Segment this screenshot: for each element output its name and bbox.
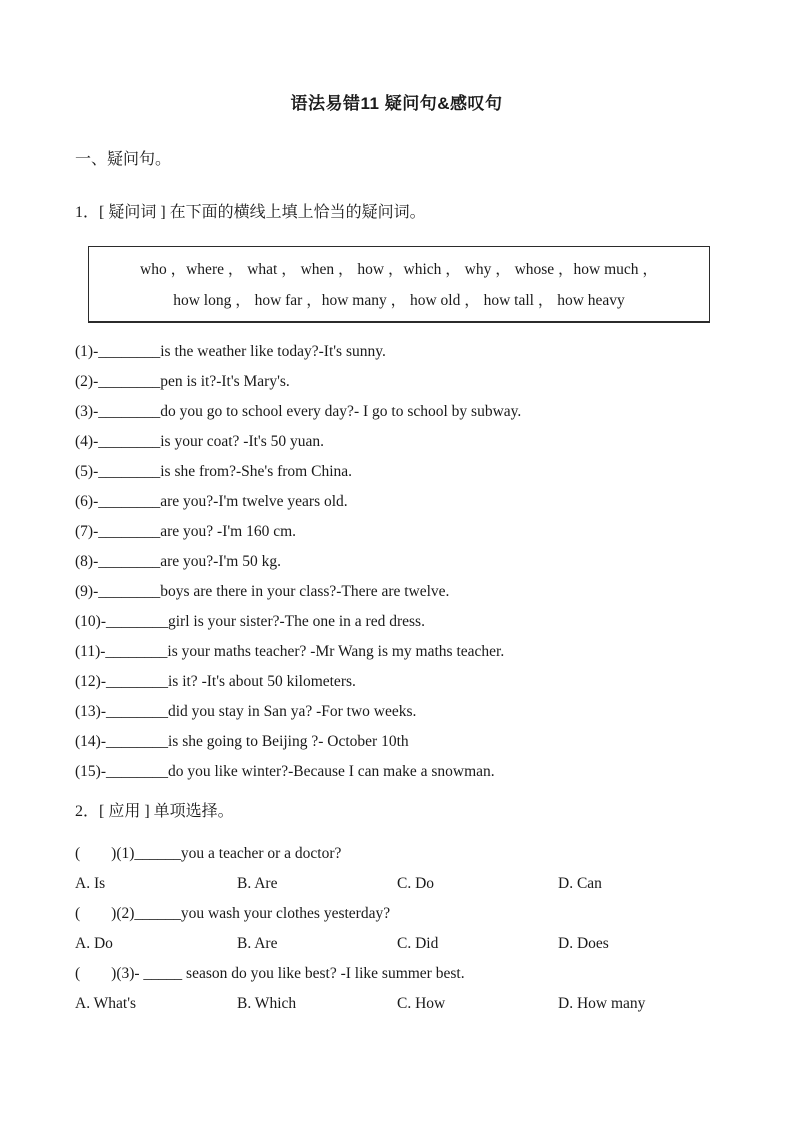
option-b: B. Which (237, 995, 297, 1012)
fill-in-item-3: (3)-________do you go to school every day?- I go to school by subway. (75, 403, 522, 420)
fill-in-item-12: (12)-________is it? -It's about 50 kilometers. (75, 673, 356, 690)
fill-in-item-6: (6)-________are you?-I'm twelve years old. (75, 493, 348, 510)
fill-in-item-7: (7)-________are you? -I'm 160 cm. (75, 523, 297, 540)
fill-in-item-9: (9)-________boys are there in your class?-There are twelve. (75, 583, 450, 600)
option-b: B. Are (237, 875, 278, 892)
option-a: A. Do (75, 935, 113, 952)
option-d: D. Can (558, 875, 602, 892)
fill-in-item-1: (1)-________is the weather like today?-It's sunny. (75, 343, 386, 360)
option-c: C. Do (397, 875, 435, 892)
option-d: D. Does (558, 935, 609, 952)
word-bank-line-1: who ，where ， what ， when ， how ，which ， why ， whose ，how much ， (140, 261, 658, 278)
fill-in-item-4: (4)-________is your coat? -It's 50 yuan. (75, 433, 325, 450)
mcq-question-1-options (75, 869, 793, 899)
fill-in-item-2: (2)-________pen is it?-It's Mary's. (75, 373, 290, 390)
section2-heading: 2．[ 应用 ] 单项选择。 (75, 803, 234, 820)
mcq-question-2-options (75, 929, 793, 959)
option-c: C. Did (397, 935, 439, 952)
section1-instruction: 1．[ 疑问词 ] 在下面的横线上填上恰当的疑问词。 (75, 204, 426, 221)
option-a: A. What's (75, 995, 137, 1012)
mcq-question-1-stem: ( )(1)______you a teacher or a doctor? (75, 845, 342, 862)
mcq-question-3-options (75, 989, 793, 1019)
fill-in-item-10: (10)-________girl is your sister?-The one in a red dress. (75, 613, 425, 630)
fill-in-item-15: (15)-________do you like winter?-Because I can make a snowman. (75, 763, 495, 780)
mcq-question-3-stem: ( )(3)- _____ season do you like best? -I like summer best. (75, 965, 465, 982)
fill-in-item-11: (11)-________is your maths teacher? -Mr Wang is my maths teacher. (75, 643, 505, 660)
fill-in-item-5: (5)-________is she from?-She's from China. (75, 463, 353, 480)
section1-heading: 一、疑问句。 (75, 151, 172, 168)
fill-in-item-13: (13)-________did you stay in San ya? -For two weeks. (75, 703, 417, 720)
word-bank-line-2: how long ， how far ，how many ， how old ， how tall ， how heavy (173, 292, 625, 309)
word-bank-box (88, 246, 710, 323)
multiple-choice-block (75, 839, 793, 1019)
fill-in-items (75, 337, 793, 787)
option-b: B. Are (237, 935, 278, 952)
option-d: D. How many (558, 995, 646, 1012)
option-a: A. Is (75, 875, 106, 892)
option-c: C. How (397, 995, 446, 1012)
page-title: 语法易错11 疑问句&感叹句 (290, 94, 503, 113)
mcq-question-2-stem: ( )(2)______you wash your clothes yesterday? (75, 905, 391, 922)
fill-in-item-8: (8)-________are you?-I'm 50 kg. (75, 553, 281, 570)
fill-in-item-14: (14)-________is she going to Beijing ?- October 10th (75, 733, 409, 750)
